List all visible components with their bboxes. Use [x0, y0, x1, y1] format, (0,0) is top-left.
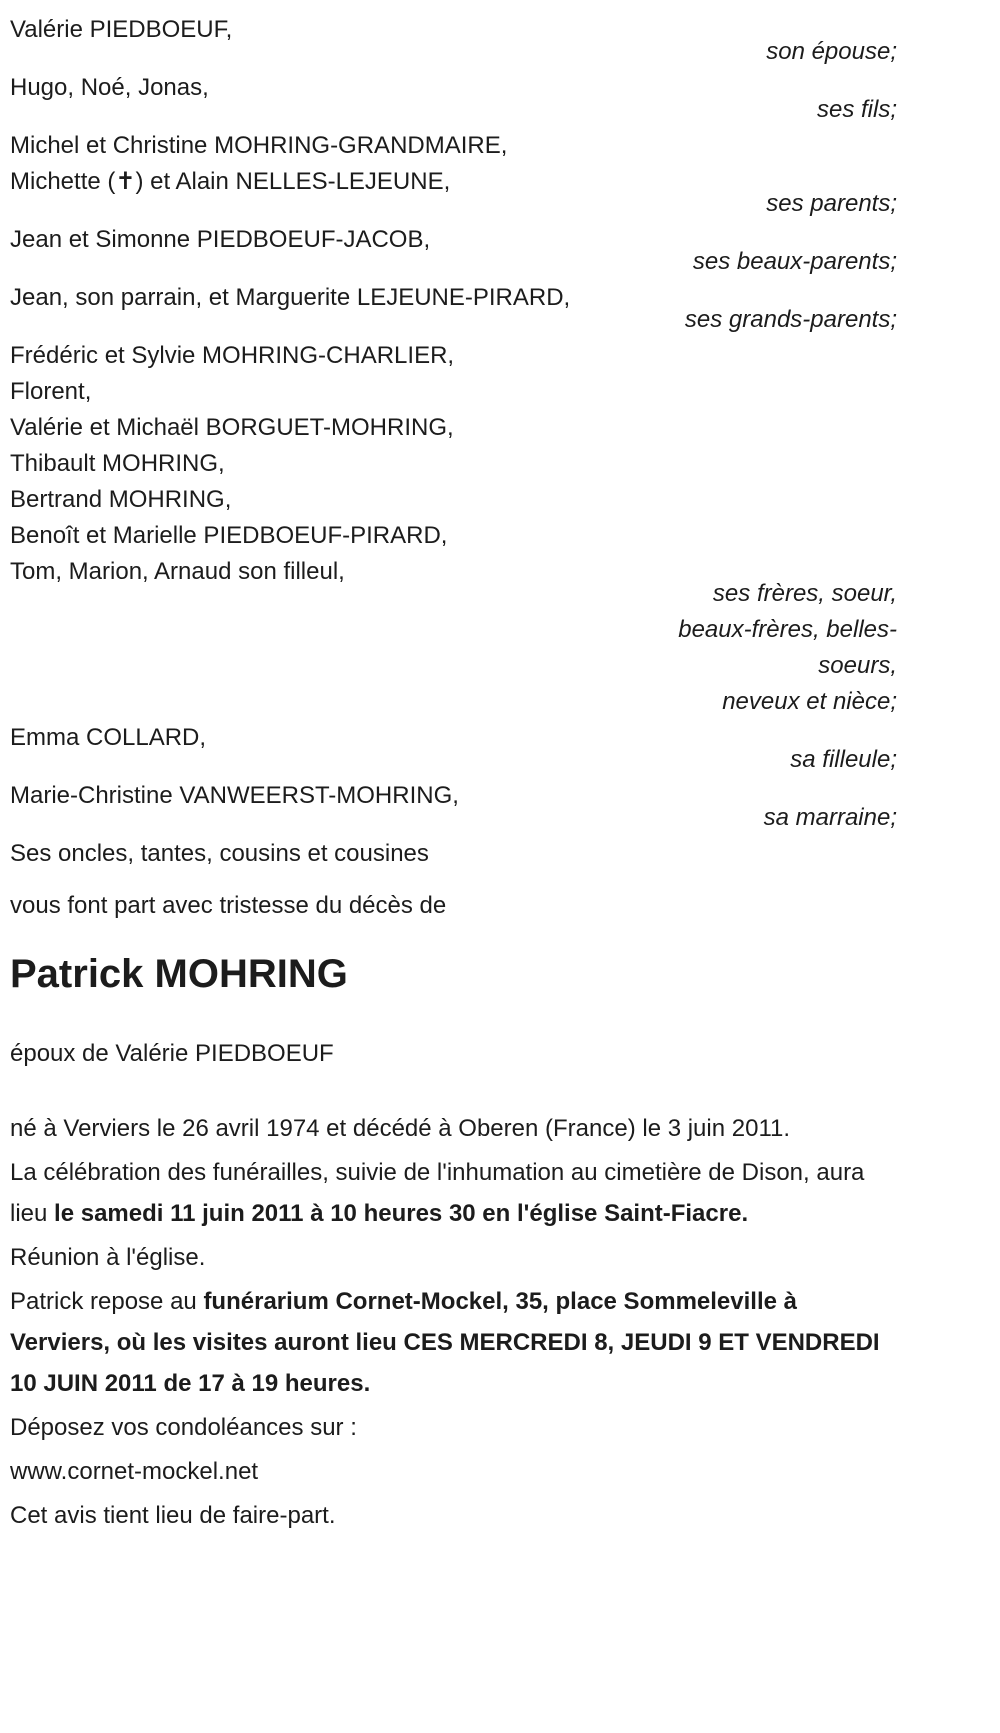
family-name-line: Florent,: [10, 378, 92, 405]
family-names: [10, 338, 897, 590]
birth-death-line: né à Verviers le 26 avril 1974 et décédé à Oberen (France) le 3 juin 2011.: [10, 1115, 791, 1142]
spouse-line: époux de Valérie PIEDBOEUF: [10, 1040, 334, 1067]
relation-line: soeurs,: [818, 652, 897, 679]
relation-line: ses fils;: [816, 96, 897, 123]
family-name-line: Ses oncles, tantes, cousins et cousines: [10, 840, 429, 867]
deceased-name: Patrick MOHRING: [10, 952, 348, 996]
family-name-line: Emma COLLARD,: [10, 724, 207, 751]
family-name-line: Michette (✝) et Alain NELLES-LEJEUNE,: [10, 168, 451, 195]
relation-line: ses parents;: [766, 190, 897, 217]
family-group: [10, 280, 897, 338]
family-groups: [10, 12, 897, 872]
family-name-line: Valérie et Michaël BORGUET-MOHRING,: [10, 414, 454, 441]
relation-line: ses frères, soeur,: [712, 580, 897, 607]
family-name-line: Thibault MOHRING,: [10, 450, 225, 477]
relation-line: ses beaux-parents;: [692, 248, 897, 275]
family-name-line: Benoît et Marielle PIEDBOEUF-PIRARD,: [10, 522, 448, 549]
family-name-line: Jean et Simonne PIEDBOEUF-JACOB,: [10, 226, 431, 253]
relation-line: neveux et nièce;: [722, 688, 897, 715]
family-group: [10, 836, 897, 872]
intro-line: vous font part avec tristesse du décès de: [10, 892, 447, 919]
repose-details-normal: Patrick repose au: [10, 1288, 204, 1315]
family-group: [10, 222, 897, 280]
closing-line: Cet avis tient lieu de faire-part.: [10, 1502, 336, 1529]
condolences-line: Déposez vos condoléances sur :: [10, 1414, 357, 1441]
family-group: [10, 778, 897, 836]
family-group: [10, 12, 897, 70]
relation-line: beaux-frères, belles-: [678, 616, 897, 643]
church-meeting-line: Réunion à l'église.: [10, 1244, 206, 1271]
family-name-line: Jean, son parrain, et Marguerite LEJEUNE-PIRARD,: [10, 284, 571, 311]
funeral-details-normal: La célébration des funérailles, suivie de l'inhumation au cimetière de Dison, aura lieu: [10, 1159, 865, 1227]
family-name-line: Bertrand MOHRING,: [10, 486, 232, 513]
family-name-line: Tom, Marion, Arnaud son filleul,: [10, 558, 345, 585]
website-url: www.cornet-mockel.net: [10, 1458, 259, 1485]
family-name-line: Michel et Christine MOHRING-GRANDMAIRE,: [10, 132, 508, 159]
relation-line: ses grands-parents;: [684, 306, 897, 333]
family-name-line: Hugo, Noé, Jonas,: [10, 74, 209, 101]
repose-details-bold: funérarium Cornet-Mockel, 35, place Sommeleville à Verviers, où les visites auront lieu CES MERCREDI 8, JEUDI 9 ET VENDREDI 10 JUIN 2011 de 17 à 19 heures.: [10, 1288, 880, 1397]
relation-line: sa filleule;: [790, 746, 897, 773]
family-name-line: Marie-Christine VANWEERST-MOHRING,: [10, 782, 459, 809]
family-names: [10, 836, 897, 872]
funeral-details-bold: le samedi 11 juin 2011 à 10 heures 30 en l'église Saint-Fiacre.: [54, 1200, 749, 1227]
family-group: [10, 338, 897, 720]
family-name-line: Valérie PIEDBOEUF,: [10, 16, 233, 43]
family-group: [10, 70, 897, 128]
relation-line: sa marraine;: [763, 804, 897, 831]
repose-details: [10, 1281, 897, 1404]
family-group: [10, 128, 897, 222]
relation-line: son épouse;: [766, 38, 897, 65]
family-group: [10, 720, 897, 778]
relation-label: [10, 576, 897, 720]
family-name-line: Frédéric et Sylvie MOHRING-CHARLIER,: [10, 342, 455, 369]
funeral-details: [10, 1152, 897, 1234]
